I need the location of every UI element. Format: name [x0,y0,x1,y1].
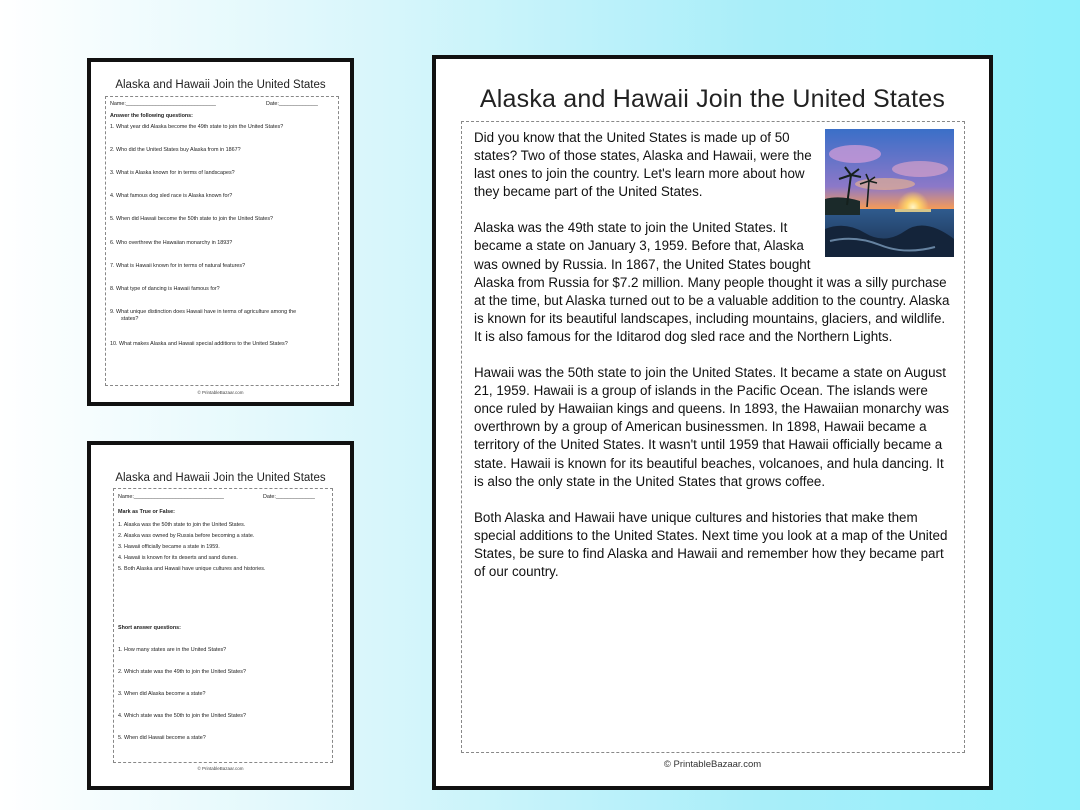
paragraph-alaska: Alaska was the 49th state to join the United States. It became a state on January 3, 1959. Before that, Alaska was owned by Russia. In 1867, the United States bought Alaska from Russia for $7.2 million. Many people thought it was a silly purchase at the time, but Alaska turned out to be a valuable addition to the country. Alaska is known for its beautiful landscapes, including mountains, glaciers, and wildlife. It is also famous for the Iditarod dog sled race and the Northern Lights. [474,220,950,344]
paragraph-hawaii: Hawaii was the 50th state to join the United States. It became a state on August 21, 1959. Hawaii is a group of islands in the Pacific Ocean. The islands were once ruled by Hawaiian kings and queens. In 1893, the Hawaiian monarchy was overthrown by a group of American businessmen. In 1898, Hawaii became a territory of the United States. It wasn't until 1959 that Hawaii officially became a state. Hawaii is known for its beautiful beaches, volcanoes, and hula dancing. It is also the only state in the United States that grows coffee. [474,365,949,489]
question-item: 1. What year did Alaska become the 49th state to join the United States? [110,124,284,130]
true-false-item: 1. Alaska was the 50th state to join the United States. [118,522,246,528]
question-item: 9. What unique distinction does Hawaii have in terms of agriculture among the [110,309,297,315]
short-answer-item: 4. Which state was the 50th to join the United States? [118,713,246,719]
worksheet-title: Alaska and Hawaii Join the United States [115,472,326,484]
question-item: 7. What is Hawaii known for in terms of natural features? [110,263,246,269]
question-item: 8. What type of dancing is Hawaii famous for? [110,286,220,292]
date-field-label: Date:_____________ [266,101,318,107]
true-false-item: 3. Hawaii officially became a state in 1959. [118,544,220,550]
true-false-item: 5. Both Alaska and Hawaii have unique cultures and histories. [118,566,266,572]
worksheet-footer: © PrintableBazaar.com [197,766,244,771]
short-answer-heading: Short answer questions: [118,625,181,631]
question-item-continued: states? [121,316,139,322]
reading-passage-sheet[interactable] [432,55,993,790]
name-field-label: Name:______________________________ [118,494,224,500]
true-false-worksheet-thumbnail[interactable] [87,441,354,790]
short-answer-item: 1. How many states are in the United States? [118,647,227,653]
name-field-label: Name:______________________________ [110,101,216,107]
question-item: 2. Who did the United States buy Alaska from in 1867? [110,147,241,153]
true-false-item: 4. Hawaii is known for its deserts and sand dunes. [118,555,238,561]
passage-title: Alaska and Hawaii Join the United States [479,85,946,113]
question-item: 5. When did Hawaii become the 50th state to join the United States? [110,216,274,222]
date-field-label: Date:_____________ [263,494,315,500]
copyright-footer: © PrintableBazaar.com [663,759,762,770]
short-answer-item: 5. When did Hawaii become a state? [118,735,206,741]
passage-body [474,129,950,599]
true-false-item: 2. Alaska was owned by Russia before becoming a state. [118,533,255,539]
worksheet-title: Alaska and Hawaii Join the United States [115,79,326,91]
questions-worksheet-thumbnail[interactable] [87,58,354,406]
question-item: 4. What famous dog sled race is Alaska known for? [110,193,233,199]
short-answer-item: 2. Which state was the 49th to join the United States? [118,669,246,675]
true-false-heading: Mark as True or False: [118,509,175,515]
short-answer-item: 3. When did Alaska become a state? [118,691,206,697]
worksheet-footer: © PrintableBazaar.com [197,390,244,395]
question-item: 3. What is Alaska known for in terms of landscapes? [110,170,235,176]
paragraph-conclusion: Both Alaska and Hawaii have unique cultures and histories that make them special additions to the United States. Next time you look at a map of the United States, be sure to find Alaska and Hawaii and remember how they became part of our country. [474,509,948,579]
question-item: 10. What makes Alaska and Hawaii special additions to the United States? [110,341,288,347]
question-item: 6. Who overthrew the Hawaiian monarchy in 1893? [110,240,233,246]
hawaii-sunset-photo [825,129,954,257]
paragraph-intro: Did you know that the United States is made up of 50 states? Two of those states, Alaska and Hawaii, were the last ones to join the country. Let's learn more about how they became part of the United States. [474,130,812,200]
questions-heading: Answer the following questions: [110,113,193,119]
